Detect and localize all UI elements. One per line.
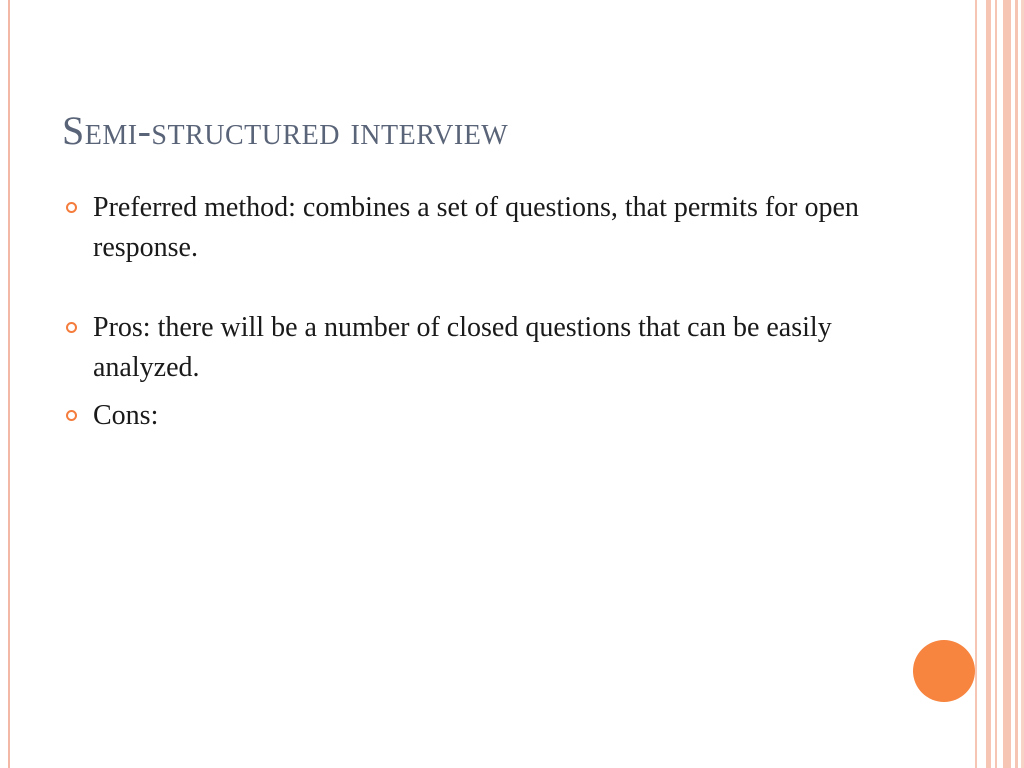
bullet-item	[62, 396, 942, 436]
bullet-text: Preferred method: combines a set of questions, that permits for open response.	[93, 192, 859, 263]
bullet-text: Cons:	[93, 400, 159, 431]
right-border-line	[995, 0, 997, 768]
bullet-circle-icon	[66, 322, 77, 333]
bullet-item	[62, 308, 942, 388]
bullet-text: Pros: there will be a number of closed questions that can be easily analyzed.	[93, 312, 832, 383]
left-border-line	[8, 0, 10, 768]
slide-title: Semi-structured interview	[62, 108, 509, 153]
right-border-line	[1003, 0, 1011, 768]
bullet-circle-icon	[66, 202, 77, 213]
right-border-line	[975, 0, 977, 768]
bullet-item	[62, 188, 942, 268]
right-border-line	[1015, 0, 1018, 768]
decorative-circle	[913, 640, 975, 702]
bullet-circle-icon	[66, 410, 77, 421]
bullet-list	[62, 188, 942, 436]
right-border-line	[986, 0, 991, 768]
